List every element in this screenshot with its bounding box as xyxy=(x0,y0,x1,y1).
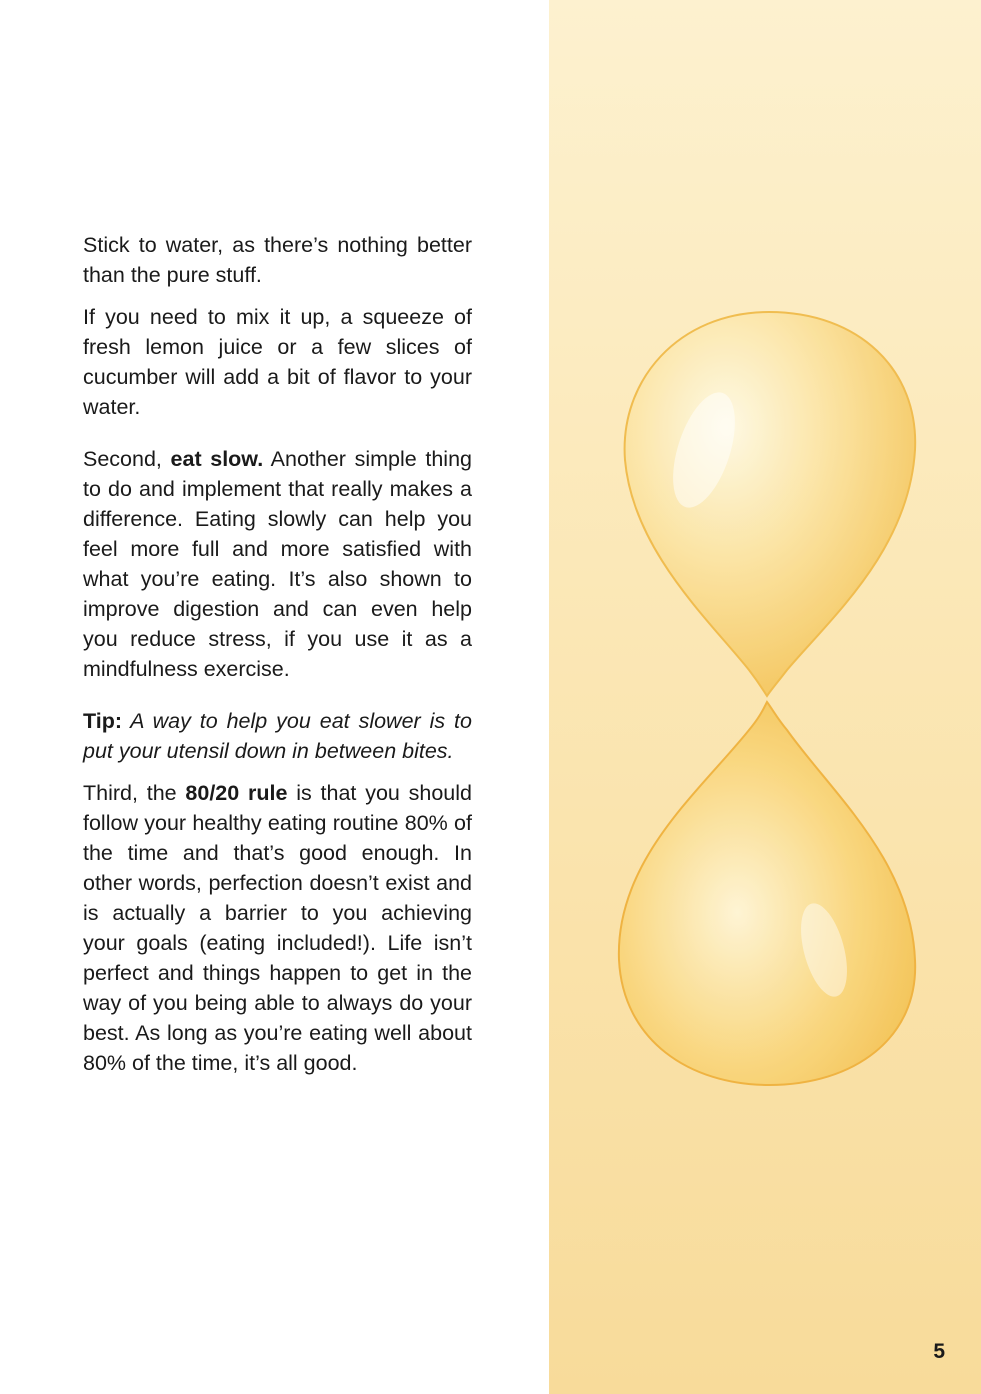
paragraph-water: Stick to water, as there’s nothing better than the pure stuff. xyxy=(83,233,472,287)
hourglass-drops-illustration xyxy=(609,300,929,1100)
bold-term-80-20-rule: 80/20 rule xyxy=(185,781,288,805)
text-segment: Second, xyxy=(83,447,171,471)
text-segment: is that you should follow your healthy eating routine 80% of the time and that’s good enough. In other words, perfection doesn’t exist and is actually a barrier to you achieving your goals (eating included!). Life isn’t perfect and things happen to get in the way of you being able to always do your best. As long as you’re eating well about 80% of the time, it’s all good. xyxy=(83,781,472,1075)
text-segment: Another simple thing to do and implement that really makes a difference. Eating slowly can help you feel more full and more satisfied with what you’re eating. It’s also shown to improve digestion and can even help you reduce stress, if you use it as a mindfulness exercise. xyxy=(83,447,472,681)
paragraph-mix-it-up: If you need to mix it up, a squeeze of fresh lemon juice or a few slices of cucumber will add a bit of flavor to your water. xyxy=(83,305,472,419)
lower-drop xyxy=(619,702,915,1085)
tip-paragraph xyxy=(83,706,472,766)
body-text-column xyxy=(83,230,472,1090)
page-number: 5 xyxy=(933,1340,945,1363)
bold-term-eat-slow: eat slow. xyxy=(170,447,264,471)
tip-label: Tip: xyxy=(83,709,123,733)
paragraph-80-20-rule xyxy=(83,778,472,1078)
tip-text: A way to help you eat slower is to put your utensil down in between bites. xyxy=(83,709,472,763)
paragraph-eat-slow xyxy=(83,444,472,684)
text-segment: Third, the xyxy=(83,781,186,805)
decorative-side-panel xyxy=(549,0,981,1394)
upper-drop xyxy=(625,312,916,696)
